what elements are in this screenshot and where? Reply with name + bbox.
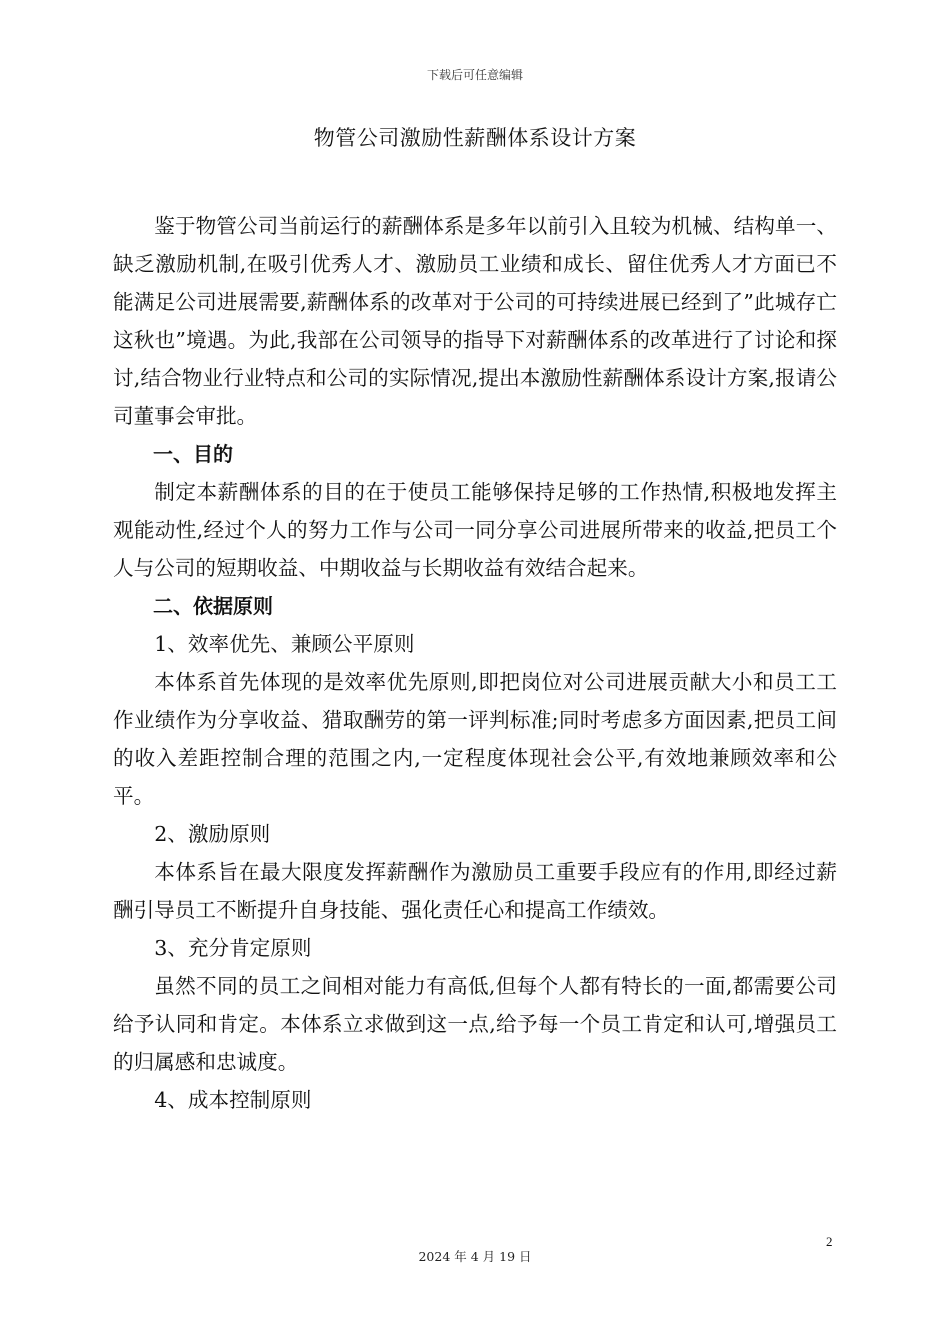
header-note: 下载后可任意编辑 [426,68,523,82]
section-heading-principles: 二、依据原则 [153,594,273,618]
document-title: 物管公司激励性薪酬体系设计方案 [313,126,637,150]
paragraph-efficiency: 本体系首先体现的是效率优先原则,即把岗位对公司进展贡献大小和员工工作业绩作为分享收益、猎取酬劳的第一评判标准;同时考虑多方面因素,把员工间的收入差距控制合理的范围之内,一定程度体现社会公平,有效地兼顾效率和公平。 [113,670,837,808]
paragraph-incentive: 本体系旨在最大限度发挥薪酬作为激励员工重要手段应有的作用,即经过薪酬引导员工不断提升自身技能、强化责任心和提高工作绩效。 [113,860,837,922]
paragraph-recognition: 虽然不同的员工之间相对能力有高低,但每个人都有特长的一面,都需要公司给予认同和肯定。本体系立求做到这一点,给予每一个员工肯定和认可,增强员工的归属感和忠诚度。 [113,974,837,1074]
subheading-incentive: 2、激励原则 [154,822,271,846]
paragraph-purpose: 制定本薪酬体系的目的在于使员工能够保持足够的工作热情,积极地发挥主观能动性,经过个人的努力工作与公司一同分享公司进展所带来的收益,把员工个人与公司的短期收益、中期收益与长期收益有效结合起来。 [113,480,837,580]
paragraph-intro: 鉴于物管公司当前运行的薪酬体系是多年以前引入且较为机械、结构单一、缺乏激励机制,在吸引优秀人才、激励员工业绩和成长、留住优秀人才方面已不能满足公司进展需要,薪酬体系的改革对于公司的可持续进展已经到了”此城存亡这秋也”境遇。为此,我部在公司领导的指导下对薪酬体系的改革进行了讨论和探讨,结合物业行业特点和公司的实际情况,提出本激励性薪酬体系设计方案,报请公司董事会审批。 [113,214,837,428]
subheading-recognition: 3、充分肯定原则 [154,936,312,960]
page-number: 2 [826,1234,833,1249]
subheading-efficiency: 1、效率优先、兼顾公平原则 [154,632,415,656]
section-heading-purpose: 一、目的 [153,442,233,466]
subheading-cost-control: 4、成本控制原则 [154,1088,312,1112]
document-body [113,207,837,1119]
footer-date: 2024 年 4 月 19 日 [418,1249,532,1264]
